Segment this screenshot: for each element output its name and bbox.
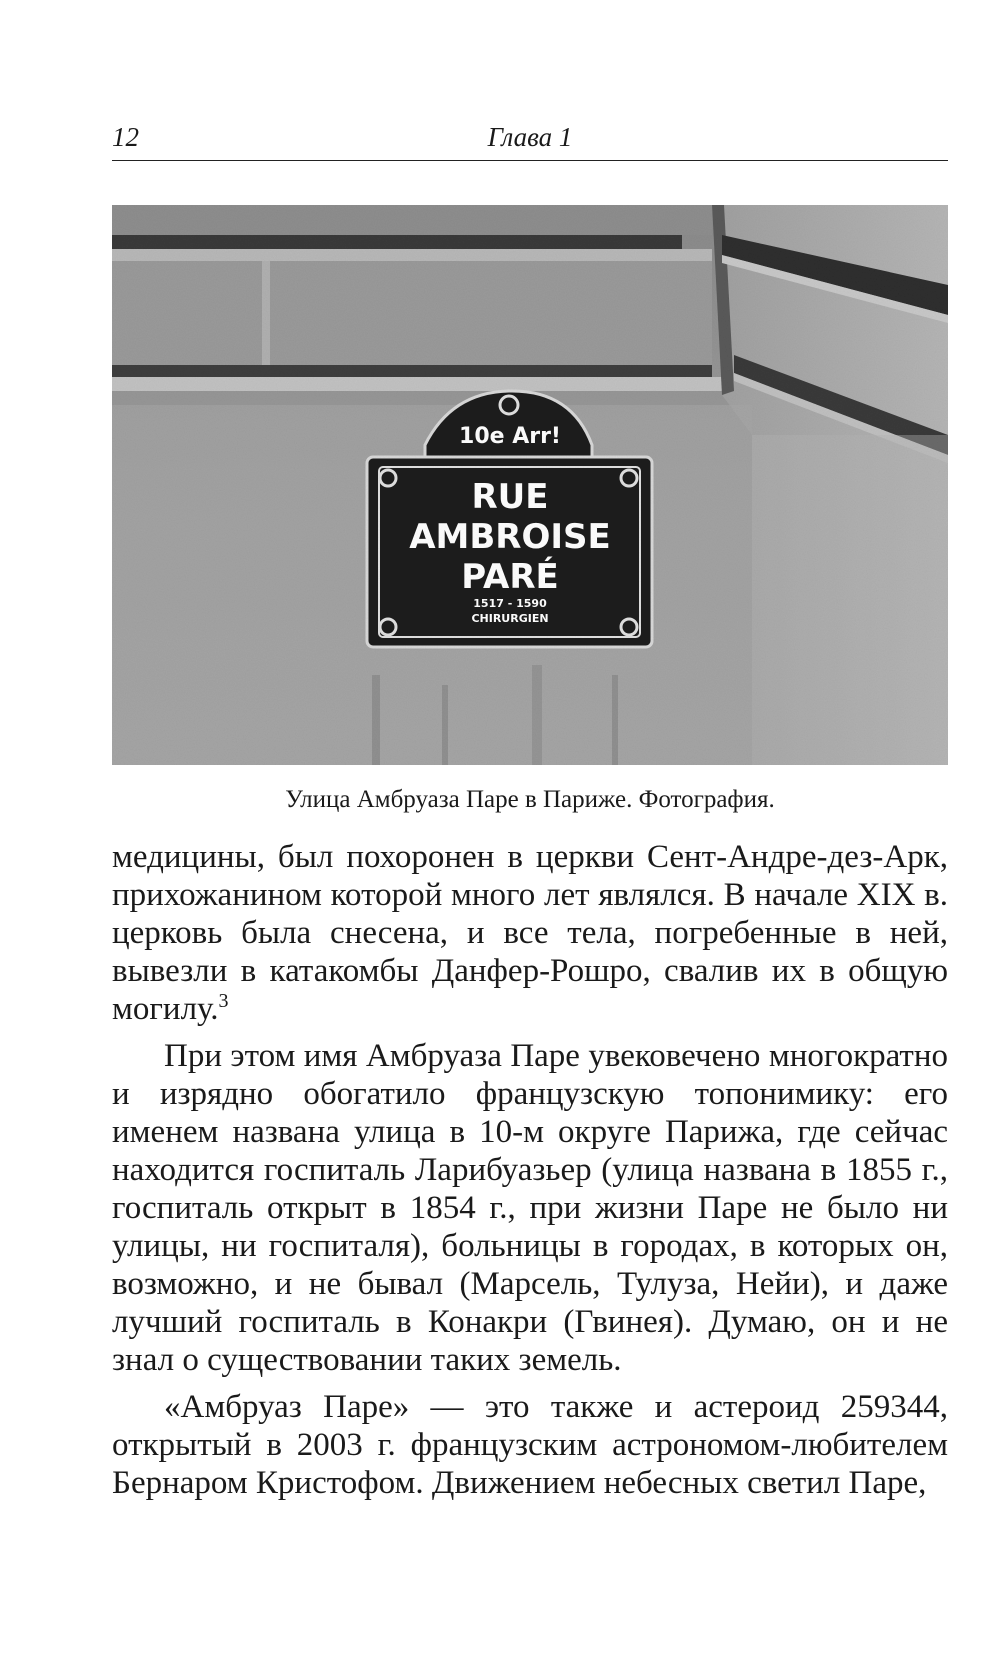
paragraph-3: «Амбруаз Паре» — это также и астероид 259344, открытый в 2003 г. французским астрономом-любителем Бернаром Кристофом. Движением небесных светил Паре, [112, 1389, 948, 1501]
page-number: 12 [112, 122, 139, 152]
sign-district: 10e Arr! [459, 424, 561, 449]
footnote-marker: 3 [218, 990, 229, 1012]
paragraph-2: При этом имя Амбруаза Паре увековечено многократно и изрядно обогатило французскую топонимику: его именем названа улица в 10-м округе Парижа, где сейчас находится госпиталь Ларибуазьер (улица названа в 1855 г., госпиталь открыт в 1854 г., при жизни Паре не было ни улицы, ни госпиталя), больницы в городах, в которых он, возможно, и не бывал (Марсель, Тулуза, Нейи), и даже лучший госпиталь в Конакри (Гвинея). Думаю, он и не знал о существовании таких земель. [112, 1038, 948, 1378]
header-rule [112, 160, 948, 161]
running-header [112, 118, 948, 160]
sign-profession: CHIRURGIEN [471, 612, 549, 625]
body-text [112, 838, 948, 1502]
sign-years: 1517 - 1590 [473, 597, 547, 610]
chapter-title: Глава 1 [487, 122, 573, 152]
sign-line-3: PARÉ [461, 557, 559, 597]
figure-caption: Улица Амбруаза Паре в Париже. Фотография. [285, 786, 775, 813]
sign-line-1: RUE [471, 477, 549, 517]
street-sign-photo [112, 205, 948, 765]
sign-line-2: AMBROISE [409, 517, 611, 557]
paragraph-1-text: медицины, был похоронен в церкви Сент-Андре-дез-Арк, прихожанином которой много лет являлся. В начале XIX в. церковь была снесена, и все тела, погребенные в ней, вывезли в катакомбы Данфер-Рошро, свалив их в общую могилу. [112, 839, 948, 1027]
paragraph-1 [112, 838, 948, 1028]
